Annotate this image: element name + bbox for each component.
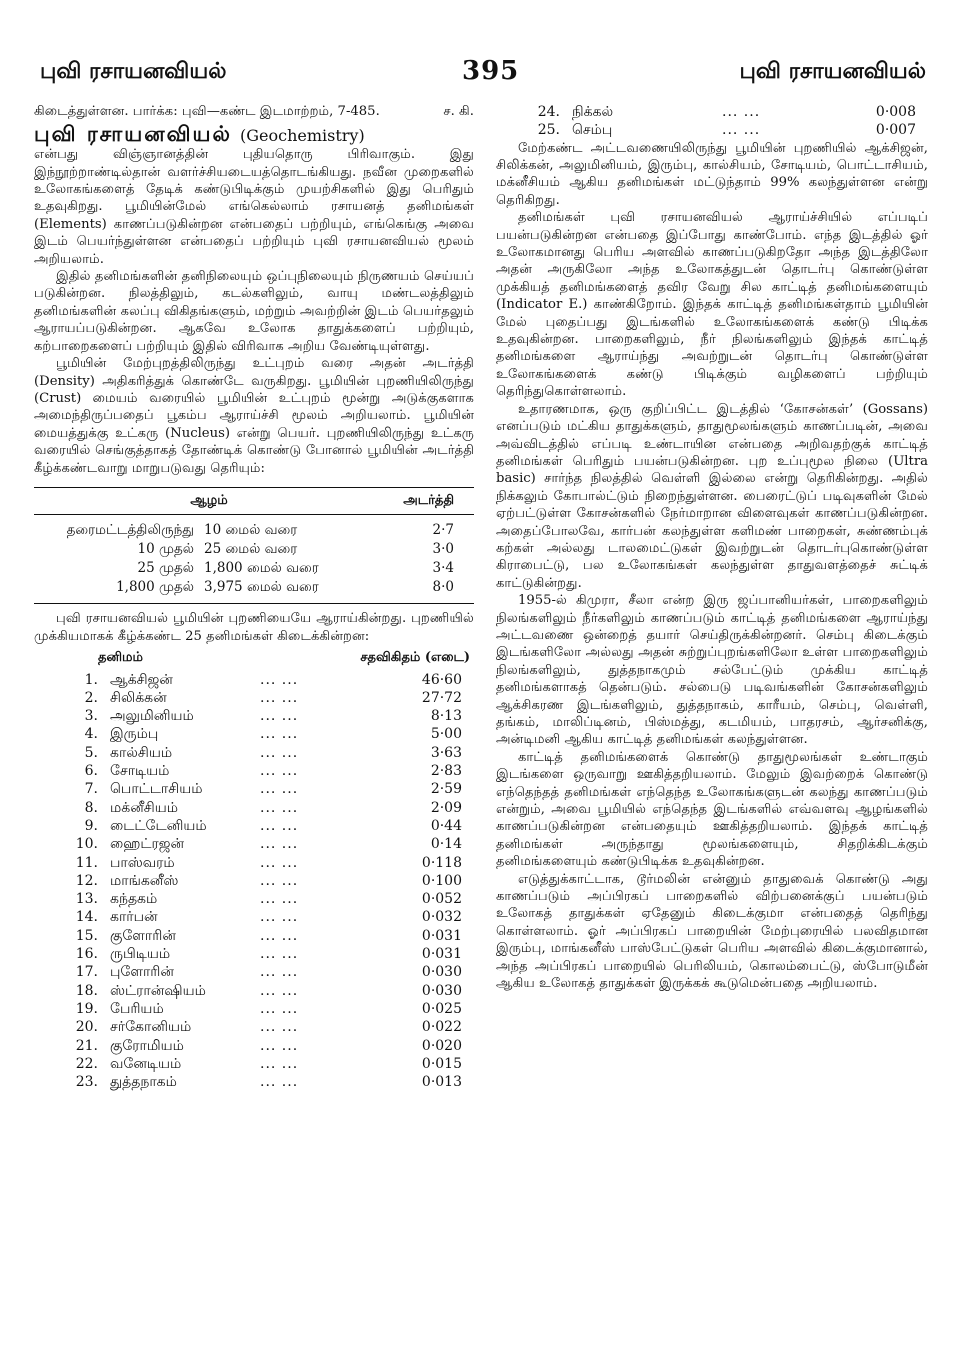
element-name: குளோரின்: [110, 927, 176, 944]
element-number: 23.: [75, 1074, 98, 1091]
element-table-continued: [496, 103, 928, 140]
element-percent: 0·44: [430, 817, 462, 834]
table-row: [34, 927, 474, 945]
element-percent: 0·031: [421, 946, 462, 963]
element-name: பொட்டாசியம்: [110, 781, 203, 798]
table-row: [34, 817, 474, 835]
leader-dots: ... ...: [260, 689, 299, 706]
element-percent: 0·007: [875, 122, 916, 139]
element-name: துத்தநாகம்: [110, 1074, 177, 1091]
element-number: 21.: [75, 1037, 98, 1054]
paragraph: எடுத்துக்காட்டாக, டூர்மலின் என்னும் தாதுவைக் கொண்டு அது காணப்படும் அப்பிரகப் பாறைகளில் விற்பனைக்குப் பயன்படும் உலோகத் தாதுக்கள் ஏதேனும் கிடைக்குமா என்பதைத் தெரிந்து கொள்ளலாம். ஓர் அப்பிரகப் பாறையின் மேற்புரையில் பலவிதமான இரும்பு, மாங்கனீஸ் பாஸ்பேட்டுகள் பெரிய அளவில் கிடைக்குமானால், அந்த அப்பிரகப் பாறையில் பெரிலியம், கொலம்பைட்டு, ஸ்போடுமீன் ஆகிய உலோகத் தாதுக்கள் இருக்கக் கூடுமென்பதை அறியலாம்.: [496, 871, 928, 992]
element-percent: 0·013: [421, 1074, 462, 1091]
element-number: 9.: [84, 817, 98, 834]
element-number: 25.: [537, 122, 560, 139]
leader-dots: ... ...: [260, 836, 299, 853]
element-number: 16.: [75, 946, 98, 963]
leader-dots: ... ...: [260, 781, 299, 798]
element-percent: 0·020: [421, 1037, 462, 1054]
table-row: 1,800 முதல் 3,975 மைல் வரை 8·0: [34, 578, 474, 604]
element-number: 15.: [75, 927, 98, 944]
table-row: [34, 707, 474, 725]
paragraph: காட்டித் தனிமங்களைக் கொண்டு தாதுமூலங்கள் உண்டாகும் இடங்களை ஒருவாறு ஊகித்தறியலாம். மேலும் இவற்றைக் கொண்டு எந்தெந்தத் தனிமங்கள் எந்தெந்த உலோகங்களுடன் கலந்து காணப்படும் என்றும், அவை பூமியில் எந்தெந்த இடங்களில் எவ்வளவு ஆழங்களில் காணப்படுகின்றன என்பதையும் ஊகித்தறியலாம். இந்தக் காட்டித் தனிமங்கள் அருந்தாது மூலங்களையும், சிதறிக்கிடக்கும் தனிமங்களையும் கண்டுபிடிக்க உதவுகின்றன.: [496, 749, 928, 870]
element-number: 17.: [75, 964, 98, 981]
element-name: கால்சியம்: [110, 744, 173, 761]
element-name: ருபிடியம்: [110, 946, 171, 963]
leader-dots: ... ...: [260, 726, 299, 743]
leader-dots: ... ...: [260, 1019, 299, 1036]
author-initials: ச. கி.: [443, 104, 474, 120]
leader-dots: ... ...: [260, 872, 299, 889]
element-name: ஹைட்ரஜன்: [110, 836, 185, 853]
leader-dots: ... ...: [260, 744, 299, 761]
element-percent: 0·025: [421, 1000, 462, 1017]
element-name: கார்பன்: [110, 909, 158, 926]
element-percent: 0·100: [421, 872, 462, 889]
density-header-density: அடர்த்தி: [384, 487, 474, 514]
element-percent: 0·030: [421, 964, 462, 981]
element-percent: 2·59: [430, 781, 462, 798]
element-name: ஆக்சிஜன்: [110, 671, 173, 688]
table-row: [34, 1055, 474, 1073]
running-head-left: புவி ரசாயனவியல்: [40, 58, 227, 84]
paragraph: 1955-ல் கிமுரா, சீலா என்ற இரு ஜப்பானியர்கள், பாறைகளிலும் நிலங்களிலும் நீர்களிலும் காணப்படும் காட்டித் தனிமங்களை ஆராய்ந்து அட்டவணை ஒன்றைத் தயார் செய்திருக்கின்றனர். செம்பு கிடைக்கும் இடங்களிலோ அல்லது அதன் சுற்றுப்புறங்களிலோ உள்ள பாறைகளிலும் நிலங்களிலும், துத்தநாகமும் சல்பேட்டும் முக்கிய காட்டித் தனிமங்களாகத் தென்படும். சல்பைடு படிவங்களின் கோசன்களிலும் ஆக்சிகரண இடங்களிலும், துத்தநாகம், காரீயம், செம்பு, வெள்ளி, தங்கம், மாலிப்டினம், பிஸ்மத்து, கடமியம், பாதரசம், ஆர்சனிக்கு, அன்டிமனி ஆகிய காட்டித் தனிமங்கள் கலந்துள்ளன.: [496, 593, 928, 748]
left-column: [34, 103, 474, 1091]
element-percent: 0·052: [421, 891, 462, 908]
element-percent: 0·14: [430, 836, 462, 853]
paragraph: மேற்கண்ட அட்டவணையிலிருந்து பூமியின் புறணியில் ஆக்சிஜன், சிலிக்கன், அலுமினியம், இரும்பு, கால்சியம், சோடியம், பொட்டாசியம், மக்னீசியம் ஆகிய தனிமங்கள் மட்டுந்தாம் 99% கலந்துள்ளன என்று தெரிகிறது.: [496, 140, 928, 208]
element-percent: 3·63: [430, 744, 462, 761]
table-row: [34, 835, 474, 853]
paragraph: இதில் தனிமங்களின் தனிநிலையும் ஒப்புநிலையும் நிருணயம் செய்யப் படுகின்றன. நிலத்திலும், கடல்களிலும், வாயு மண்டலத்திலும் தனிமங்களின் கலப்பு விகிதங்களும், மற்றும் அவற்றின் இடம் பெயர்தலும் ஆராயப்படுகின்றன. ஆகவே உலோக தாதுக்களைப் பற்றியும், கற்பாறைகளைப் பற்றியும் இதில் விரிவாக அறிய வேண்டியுள்ளது.: [34, 269, 474, 354]
element-percent: 27·72: [421, 689, 462, 706]
table-row: [34, 1037, 474, 1055]
table-row: தரைமட்டத்திலிருந்து 10 மைல் வரை 2·7: [66, 522, 454, 539]
element-percent: 0·008: [875, 104, 916, 120]
element-percent: 46·60: [421, 671, 462, 688]
leader-dots: ... ...: [260, 891, 299, 908]
element-percent: 0·022: [421, 1019, 462, 1036]
right-paragraphs: [496, 140, 928, 993]
element-number: 11.: [75, 854, 98, 871]
paragraph: உதாரணமாக, ஒரு குறிப்பிட்ட இடத்தில் ‘கோசன்கள்’ (Gossans) எனப்படும் மட்கிய தாதுக்களும், தாதுமூலங்களும் காணப்படின், அவை அவ்விடத்தில் எப்படி உண்டாயின என்பதை அறிவதற்குக் காட்டித் தனிமங்கள் பெரிதும் பயன்படுகின்றன. புற உப்புமூல நிலை (Ultra basic) சார்ந்த நிலத்தில் வெள்ளி இல்லை என்று தெரிகின்றது. அதில் நிக்கலும் கோபால்ட்டும் நிறைந்துள்ளன. பைரைட்டுப் படிவுகளின் மேல் ஏற்பட்டுள்ள கோசன்களில் நேர்மாறான விளைவுகள் காணப்படுகின்றன. அதைப்போலவே, கார்பன் கலந்துள்ள களிமண் பாறைகள், சுண்ணம்புக் கற்கள் அல்லது டாலமைட்டுகள் இவற்றுடன் தொடர்புகொண்டுள்ள கிராபைட்டு, பல உலோகங்கள் கலந்துள்ள தாதுவளத்தைச் சுட்டிக் காட்டுகின்றது.: [496, 401, 928, 591]
element-number: 2.: [84, 689, 98, 706]
table-row: [34, 799, 474, 817]
element-number: 12.: [75, 872, 98, 889]
table-row: [34, 963, 474, 981]
table-row: [34, 689, 474, 707]
leader-dots: ... ...: [260, 817, 299, 834]
element-name: பாஸ்வரம்: [110, 854, 175, 871]
table-row: [34, 890, 474, 908]
leader-dots: ... ...: [260, 1074, 299, 1091]
element-percent: 2·83: [430, 763, 462, 780]
table-row: [34, 1073, 474, 1091]
table-row: 10 முதல் 25 மைல் வரை 3·0: [137, 541, 454, 558]
element-percent: 0·032: [421, 909, 462, 926]
element-number: 13.: [75, 891, 98, 908]
element-name: நிக்கல்: [572, 104, 614, 120]
element-percent: 0·015: [421, 1055, 462, 1072]
leader-dots: ... ...: [260, 982, 299, 999]
element-number: 3.: [84, 708, 98, 725]
element-rows: [496, 103, 928, 140]
paragraph: புவி ரசாயனவியல் பூமியின் புறணியையே ஆராய்கின்றது. புறணியில் முக்கியமாகக் கீழ்க்கண்ட 25 தனிமங்கள் கிடைக்கின்றன:: [34, 611, 474, 644]
table-row: [34, 744, 474, 762]
element-name: செம்பு: [572, 122, 613, 139]
table-row: [34, 671, 474, 689]
table-row: [496, 121, 928, 139]
table-row: 25 முதல் 1,800 மைல் வரை 3·4: [137, 560, 454, 577]
element-number: 24.: [537, 104, 560, 120]
leader-dots: ... ...: [260, 854, 299, 871]
element-name: வனேடியம்: [110, 1055, 182, 1072]
continuation-text: கிடைத்துள்ளன. பார்க்க: புவி—கண்ட இடமாற்றம், 7-485.: [34, 104, 380, 119]
element-table: [34, 647, 474, 1091]
table-row: [34, 854, 474, 872]
density-header-depth: ஆழம்: [34, 487, 384, 514]
element-number: 4.: [84, 726, 98, 743]
table-row: [34, 908, 474, 926]
leader-dots: ... ...: [722, 122, 761, 139]
leader-dots: ... ...: [260, 763, 299, 780]
element-name: கந்தகம்: [110, 891, 158, 908]
element-number: 19.: [75, 1000, 98, 1017]
element-number: 22.: [75, 1055, 98, 1072]
article-title-tamil: புவி ரசாயனவியல்: [34, 120, 232, 146]
element-name: சோடியம்: [110, 763, 170, 780]
element-header-percent: சதவிகிதம் (எடை): [360, 650, 470, 666]
element-name: மக்னீசியம்: [110, 799, 179, 816]
table-row: [34, 945, 474, 963]
element-name: ஸ்ட்ரான்ஷியம்: [110, 982, 206, 999]
running-head-right: புவி ரசாயனவியல்: [739, 58, 926, 84]
leader-dots: ... ...: [260, 708, 299, 725]
article-title-english: (Geochemistry): [239, 125, 365, 145]
element-number: 8.: [84, 799, 98, 816]
paragraph: தனிமங்கள் புவி ரசாயனவியல் ஆராய்ச்சியில் எப்படிப் பயன்படுகின்றன என்பதை இப்போது காண்போம். எந்த இடத்தில் ஓர் உலோகமானது பெரிய அளவில் காணப்படுகிறதோ அந்த இடத்திலோ அதன் அருகிலோ அந்த உலோகத்துடன் தொடர்பு கொண்டுள்ள முக்கியத் தனிமங்களைத் தவிர வேறு சில காட்டித் தனிமங்களையும் (Indicator E.) காண்கிறோம். இந்தக் காட்டித் தனிமங்கள்தாம் பூமியின் மேல் புதைப்பது இடங்களில் உலோகங்களைக் கண்டு பிடிக்க உதவுகின்றன. பாறைகளிலும், நீர் நிலங்களிலும் இந்தக் காட்டித் தனிமங்களை ஆராய்ந்து அவற்றுடன் தொடர்பு கொண்டுள்ள உலோகங்களைக் கண்டு பிடிக்கும் வழிகளைப் பற்றியும் தெரிந்துகொள்ளலாம்.: [496, 210, 928, 400]
leader-dots: ... ...: [260, 909, 299, 926]
article-title: [34, 120, 474, 146]
leader-dots: ... ...: [260, 927, 299, 944]
element-header-element: தனிமம்: [98, 650, 143, 666]
paragraph: என்பது விஞ்ஞானத்தின் புதியதொரு பிரிவாகும். இது இந்நூற்றாண்டில்தான் வளர்ச்சியடையத்தொடங்கியது. நவீன முறைகளில் உலோகங்களைத் தேடிக் கண்டுபிடிக்கும் முயற்சிகளில் இது பெரிதும் உதவுகிறது. பூமியின்மேல் எங்கெல்லாம் ரசாயனத் தனிமங்கள் (Elements) காணப்படுகின்றன என்பதைப் பற்றியும், எங்கெங்கு அவை இடம் பெயர்ந்துள்ளன என்பதைப் பற்றியும் புவி ரசாயனவியல் மூலம் அறியலாம்.: [34, 147, 474, 267]
element-percent: 0·031: [421, 927, 462, 944]
leader-dots: ... ...: [722, 104, 761, 120]
element-percent: 8·13: [430, 708, 462, 725]
element-number: 20.: [75, 1019, 98, 1036]
leader-dots: ... ...: [260, 1000, 299, 1017]
element-name: புளோரின்: [110, 964, 174, 981]
leader-dots: ... ...: [260, 1055, 299, 1072]
table-row: [496, 103, 928, 121]
table-row: [34, 725, 474, 743]
element-number: 1.: [84, 671, 98, 688]
element-percent: 5·00: [430, 726, 462, 743]
element-number: 5.: [84, 744, 98, 761]
element-name: பேரியம்: [110, 1000, 164, 1017]
element-percent: 0·030: [421, 982, 462, 999]
element-name: இரும்பு: [110, 726, 159, 743]
element-number: 7.: [84, 781, 98, 798]
table-row: [34, 762, 474, 780]
element-name: மாங்கனீஸ்: [110, 872, 179, 889]
leader-dots: ... ...: [260, 671, 299, 688]
element-number: 6.: [84, 763, 98, 780]
element-number: 14.: [75, 909, 98, 926]
element-name: டைட்டேனியம்: [110, 817, 207, 834]
element-number: 18.: [75, 982, 98, 999]
element-name: சர்கோனியம்: [110, 1019, 192, 1036]
table-row: [34, 982, 474, 1000]
page-number: 395: [462, 56, 520, 86]
right-column: [496, 103, 928, 993]
table-row: [34, 1000, 474, 1018]
leader-dots: ... ...: [260, 799, 299, 816]
element-percent: 0·118: [421, 854, 462, 871]
leader-dots: ... ...: [260, 1037, 299, 1054]
table-row: [34, 780, 474, 798]
paragraph: பூமியின் மேற்புறத்திலிருந்து உட்புறம் வரை அதன் அடர்த்தி (Density) அதிகரித்துக் கொண்டே வருகிறது. பூமியின் புறணியிலிருந்து (Crust) மையம் வரையில் பூமியின் உட்புறம் மூன்று அடுக்குகளாக அமைந்திருப்பதைப் பூகம்ப ஆராய்ச்சி மூலம் அறியலாம். பூமியின் மையத்துக்கு உட்கரு (Nucleus) என்று பெயர். புறணியிலிருந்து உட்கரு வரையில் செங்குத்தாகத் தோண்டிக் கொண்டு போனால் பூமியின் அடர்த்தி கீழ்க்கண்டவாறு மாறுபடுவது தெரியும்:: [34, 356, 474, 476]
element-rows: [34, 671, 474, 1092]
table-row: [34, 1018, 474, 1036]
element-name: சிலிக்கன்: [110, 689, 167, 706]
leader-dots: ... ...: [260, 964, 299, 981]
leader-dots: ... ...: [260, 946, 299, 963]
density-table: [34, 487, 474, 604]
element-number: 10.: [75, 836, 98, 853]
page-header: [0, 58, 966, 90]
element-percent: 2·09: [430, 799, 462, 816]
element-name: அலுமினியம்: [110, 708, 194, 725]
table-row: [34, 872, 474, 890]
element-name: குரோமியம்: [110, 1037, 184, 1054]
